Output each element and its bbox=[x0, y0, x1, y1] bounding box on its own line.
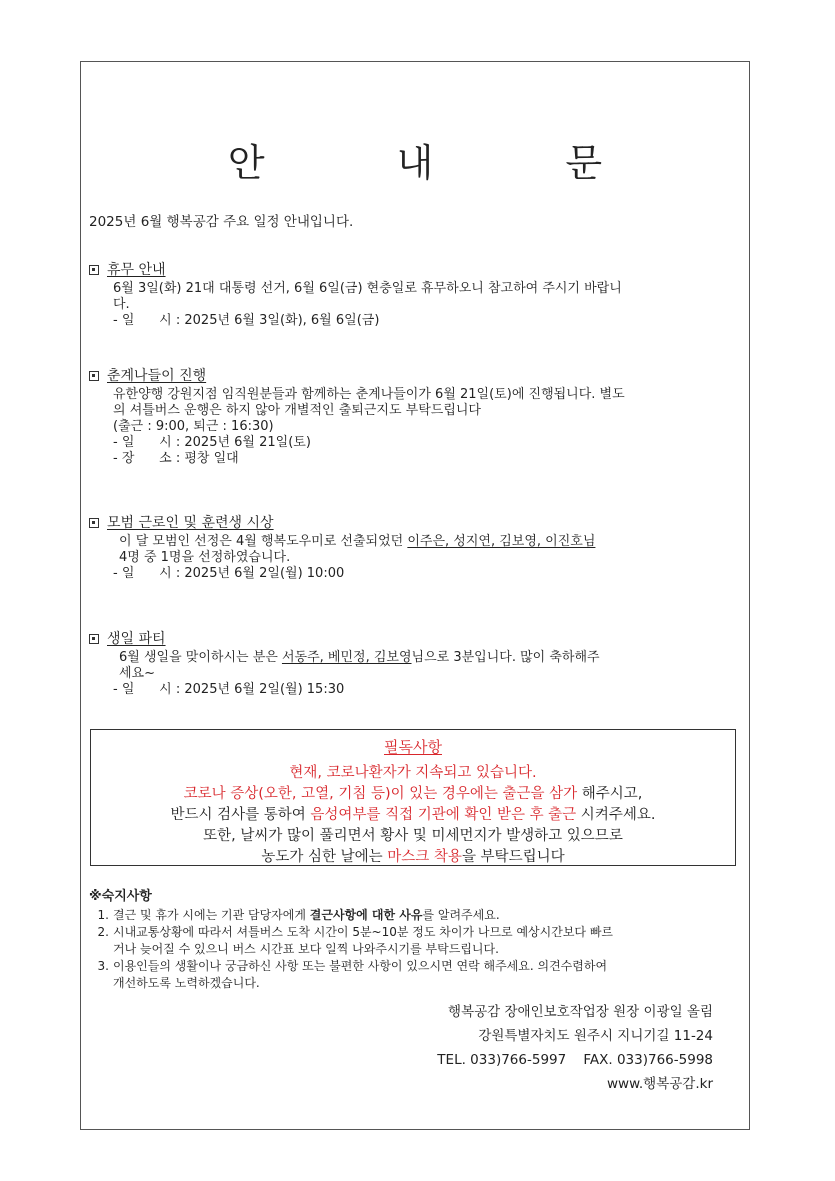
section-award-heading: 모범 근로인 및 훈련생 시상 bbox=[89, 515, 744, 531]
notice-line-5: 농도가 심한 날에는 마스크 착용을 부탁드립니다 bbox=[261, 849, 565, 865]
square-bullet-icon bbox=[89, 518, 99, 528]
footer-signature-block bbox=[437, 1000, 713, 1096]
notice-title: 필독사항 bbox=[384, 738, 442, 756]
intro-text: 2025년 6월 행복공감 주요 일정 안내입니다. bbox=[89, 214, 354, 230]
signature: 행복공감 장애인보호작업장 원장 이광일 올림 bbox=[448, 1004, 713, 1020]
list-item: 3. 이용인들의 생활이나 궁금하신 사항 또는 불편한 사항이 있으시면 연락 해주세요. 의견수렴하여 개선하도록 노력하겠습니다. bbox=[97, 959, 608, 990]
birthday-line-1: 6월 생일을 맞이하시는 분은 서동주, 베민정, 김보영님으로 3분입니다. 많이 축하해주 bbox=[119, 650, 600, 665]
award-line-1: 이 달 모범인 선정은 4월 행복도우미로 선출되었던 이주은, 성지연, 김보영, 이진호님 bbox=[119, 534, 596, 549]
square-bullet-icon bbox=[89, 265, 99, 275]
section-holiday-heading: 휴무 안내 bbox=[89, 262, 744, 278]
square-bullet-icon bbox=[89, 371, 99, 381]
section-picnic-heading: 춘계나들이 진행 bbox=[89, 368, 744, 384]
must-read-notice: 필독사항 현재, 코로나환자가 지속되고 있습니다. 코로나 증상(오한, 고열, 기침 등)이 있는 경우에는 출근을 삼가 해주시고, 반드시 검사를 통하여 음성여부를 직접 기관에 확인 받은 후 출근 시켜주세요. 또한, 날씨가 많이 풀리면서 황사 및 미세먼지가 발생하고 있으므로 농도가 심한 날에는 마스크 착용을 부탁드립니다 bbox=[90, 729, 736, 866]
section-birthday: 생일 파티 6월 생일을 맞이하시는 분은 서동주, 베민정, 김보영님으로 3분입니다. 많이 축하해주 세요~ - 일 시 : 2025년 6월 2일(월) 15:30 bbox=[89, 631, 744, 698]
section-award: 모범 근로인 및 훈련생 시상 이 달 모범인 선정은 4월 행복도우미로 선출되었던 이주은, 성지연, 김보영, 이진호님 4명 중 1명을 선정하였습니다. - 일 시 : 2025년 6월 2일(월) 10:00 bbox=[89, 515, 744, 582]
list-item: 1. 결근 및 휴가 시에는 기관 담당자에게 결근사항에 대한 사유를 알려주세요. bbox=[97, 908, 500, 922]
notice-line-2: 코로나 증상(오한, 고열, 기침 등)이 있는 경우에는 출근을 삼가 해주시고, bbox=[183, 786, 643, 802]
square-bullet-icon bbox=[89, 634, 99, 644]
page-title: 안 내 문 bbox=[227, 141, 663, 185]
website: www.행복공감.kr bbox=[607, 1076, 713, 1092]
contact: TEL. 033)766-5997 FAX. 033)766-5998 bbox=[437, 1052, 713, 1068]
document-frame bbox=[80, 61, 750, 1130]
notice-line-3: 반드시 검사를 통하여 음성여부를 직접 기관에 확인 받은 후 출근 시켜주세요. bbox=[170, 807, 656, 823]
award-names: 이주은, 성지연, 김보영, 이진호님 bbox=[407, 534, 596, 549]
section-birthday-heading: 생일 파티 bbox=[89, 631, 744, 647]
cautions-list bbox=[89, 888, 744, 992]
birthday-names: 서동주, 베민정, 김보영 bbox=[281, 650, 412, 665]
section-picnic: 춘계나들이 진행 유한양행 강원지점 임직원분들과 함께하는 춘계나들이가 6월 21일(토)에 진행됩니다. 별도 의 셔틀버스 운행은 하지 않아 개별적인 출퇴근지도 부탁드립니다 (출근 : 9:00, 퇴근 : 16:30) - 일 시 : 2025년 6월 21일(토) - 장 소 : 평창 일대 bbox=[89, 368, 744, 467]
cautions-heading: ※숙지사항 bbox=[89, 889, 152, 904]
section-holiday: 휴무 안내 6월 3일(화) 21대 대통령 선거, 6월 6일(금) 현충일로 휴무하오니 참고하여 주시기 바랍니 다. - 일 시 : 2025년 6월 3일(화), 6월 6일(금) bbox=[89, 262, 744, 329]
address: 강원특별자치도 원주시 지니기길 11-24 bbox=[478, 1028, 713, 1044]
list-item: 2. 시내교통상황에 따라서 셔틀버스 도착 시간이 5분~10분 정도 차이가 나므로 예상시간보다 빠르 거나 늦어질 수 있으니 버스 시간표 보다 일찍 나와주시기를 부탁드립니다. bbox=[97, 925, 614, 956]
